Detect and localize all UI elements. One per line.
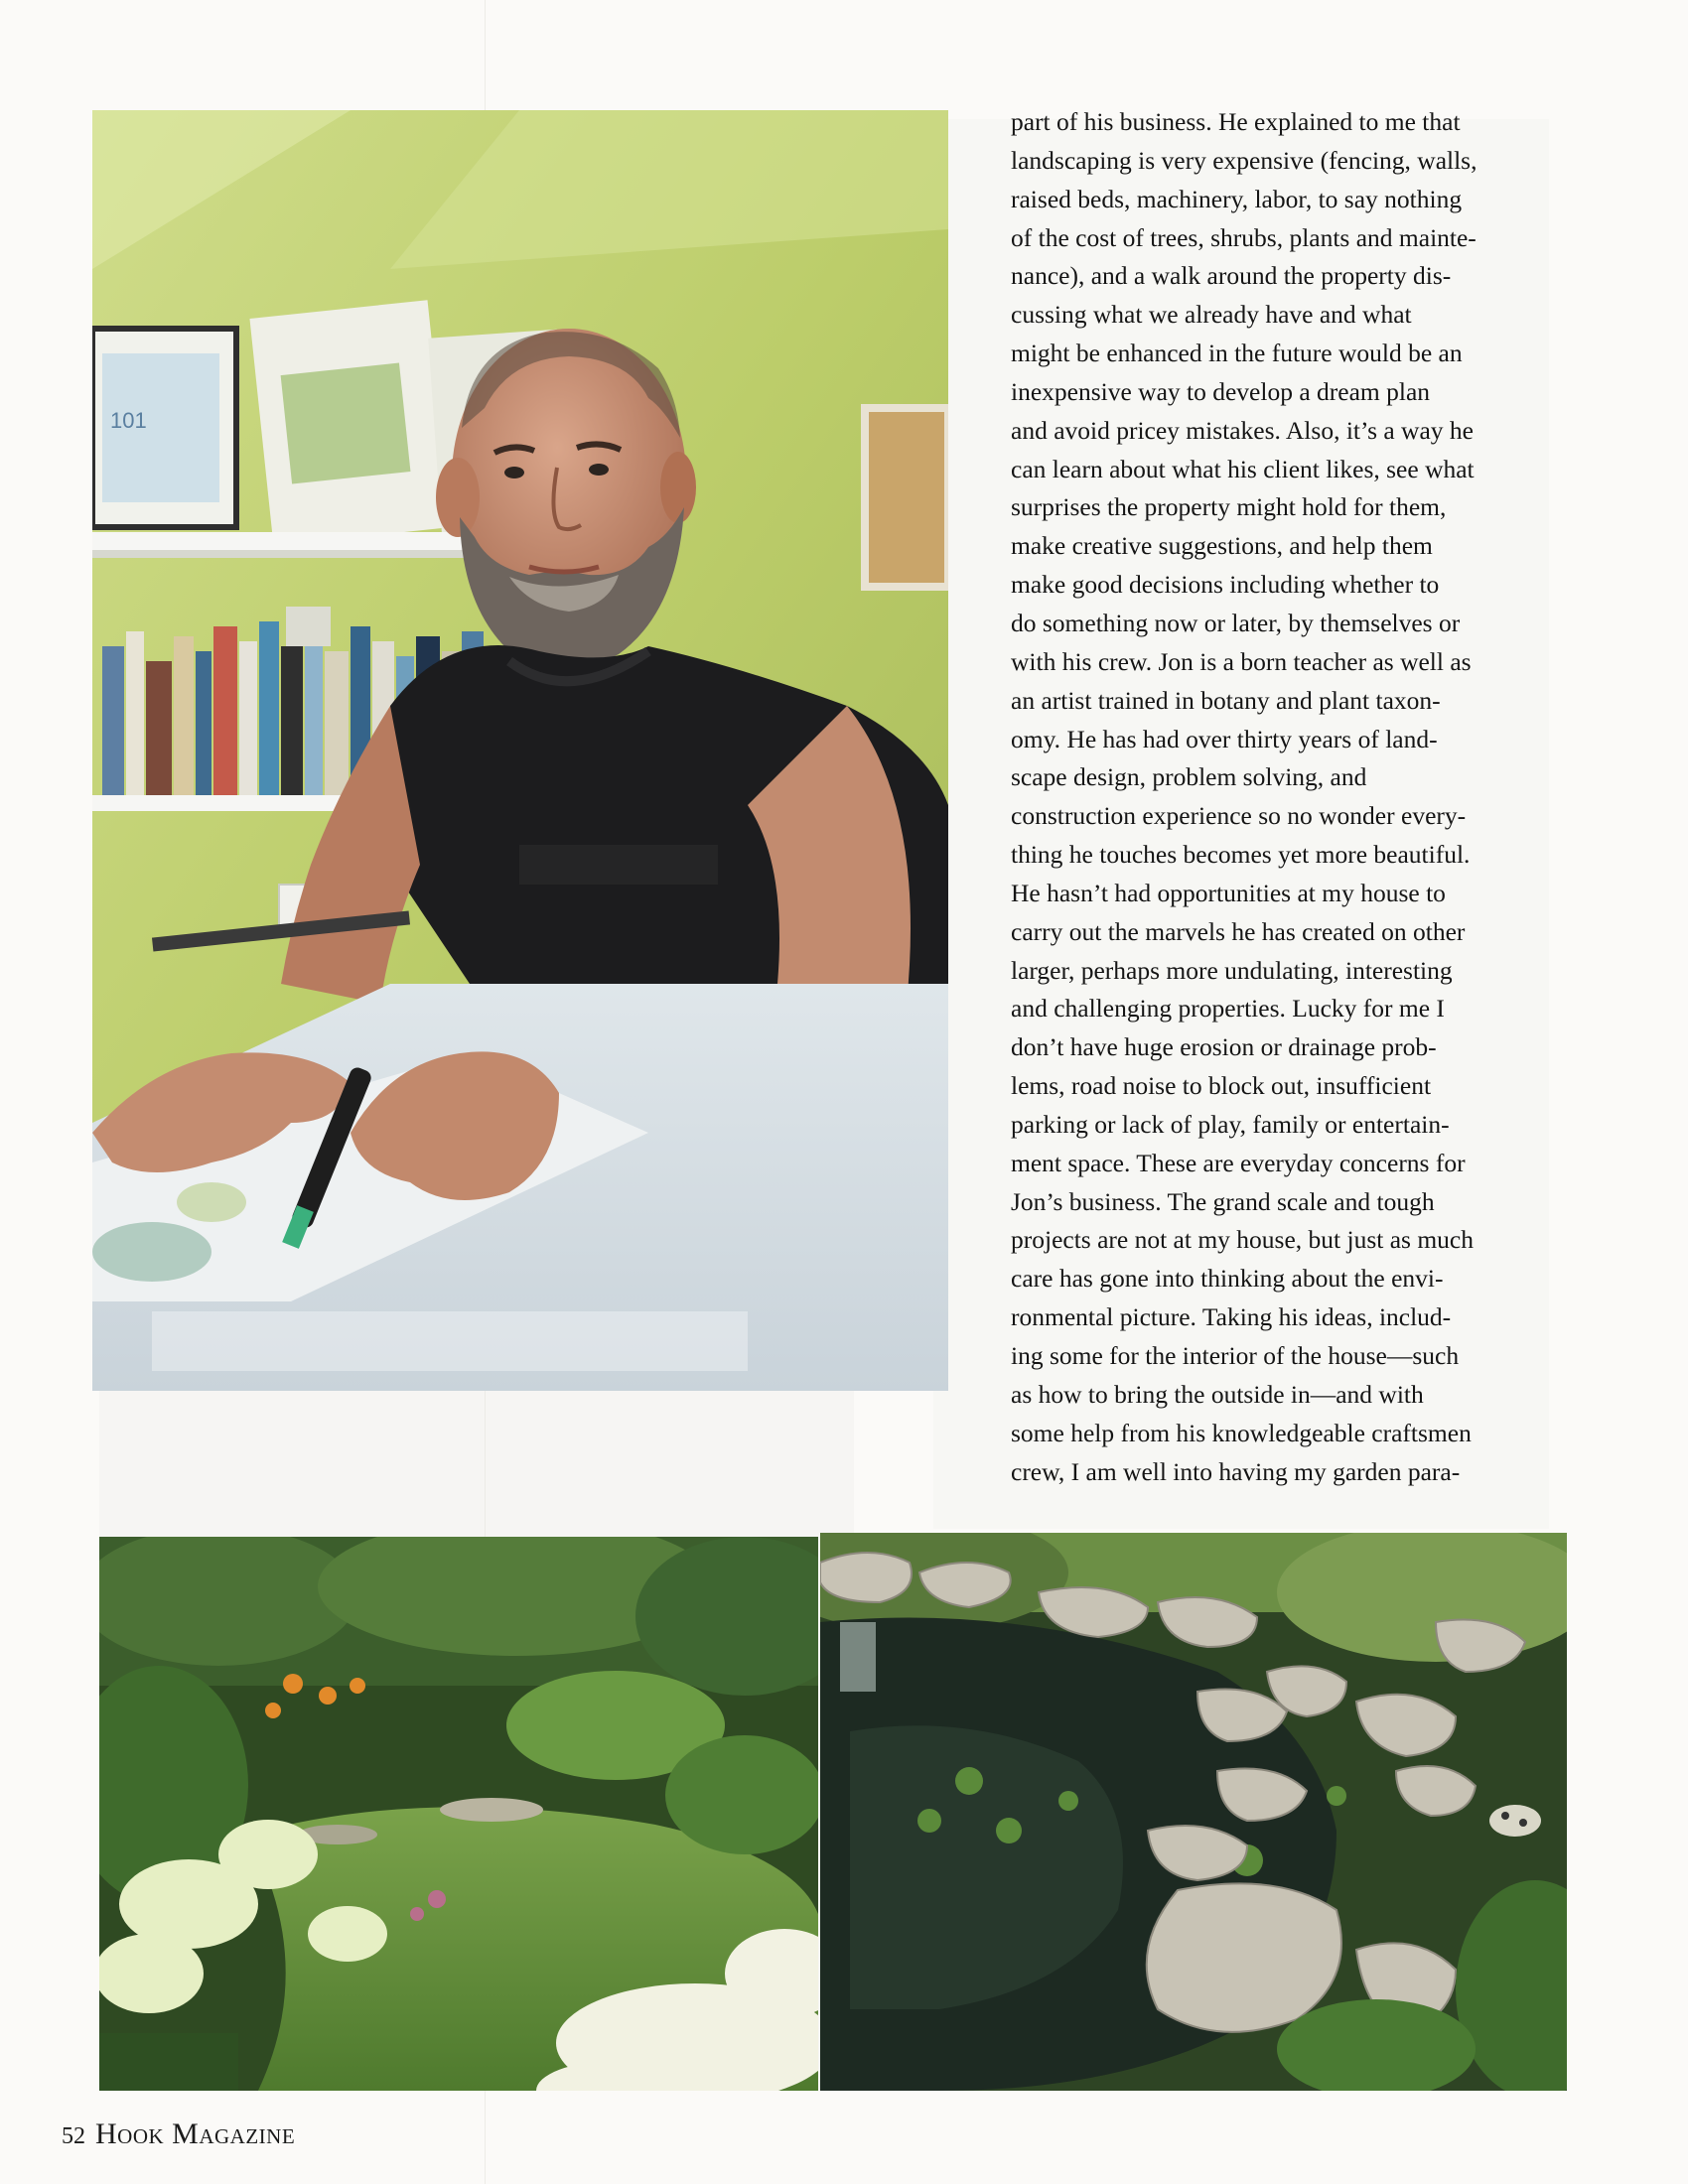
- article-line: raised beds, machinery, labor, to say nothing: [1011, 184, 1463, 213]
- article-line: of the cost of trees, shrubs, plants and mainte-: [1011, 222, 1477, 252]
- article-line: and challenging properties. Lucky for me I: [1011, 994, 1445, 1024]
- article-line: parking or lack of play, family or entertain-: [1011, 1109, 1450, 1139]
- article-body: [1011, 103, 1547, 1491]
- article-line: larger, perhaps more undulating, interesting: [1011, 955, 1453, 985]
- article-line: don’t have huge erosion or drainage prob-: [1011, 1032, 1437, 1062]
- page-footer: [62, 2117, 295, 2151]
- pond-photo: [820, 1533, 1567, 2091]
- magazine-name: Hook Magazine: [95, 2117, 296, 2150]
- article-line: nance), and a walk around the property dis-: [1011, 261, 1452, 291]
- article-line: an artist trained in botany and plant taxon-: [1011, 685, 1441, 715]
- article-line: projects are not at my house, but just as much: [1011, 1225, 1474, 1255]
- article-line: construction experience so no wonder every-: [1011, 801, 1467, 831]
- garden-photo: [99, 1537, 818, 2091]
- article-line: do something now or later, by themselves or: [1011, 608, 1461, 637]
- article-line: and avoid pricey mistakes. Also, it’s a way he: [1011, 415, 1474, 445]
- article-line: care has gone into thinking about the envi-: [1011, 1264, 1444, 1294]
- article-line: cussing what we already have and what: [1011, 300, 1412, 330]
- article-line: part of his business. He explained to me that: [1011, 107, 1461, 136]
- article-line: carry out the marvels he has created on other: [1011, 916, 1466, 946]
- article-line: make creative suggestions, and help them: [1011, 531, 1433, 561]
- article-line: might be enhanced in the future would be an: [1011, 339, 1463, 368]
- article-line: ronmental picture. Taking his ideas, includ-: [1011, 1302, 1452, 1332]
- article-line: omy. He has had over thirty years of land-: [1011, 724, 1438, 753]
- article-line: He hasn’t had opportunities at my house to: [1011, 878, 1446, 907]
- article-line: some help from his knowledgeable craftsmen: [1011, 1418, 1472, 1447]
- article-line: landscaping is very expensive (fencing, walls,: [1011, 145, 1477, 175]
- article-line: Jon’s business. The grand scale and tough: [1011, 1186, 1435, 1216]
- article-line: lems, road noise to block out, insufficient: [1011, 1071, 1432, 1101]
- article-line: make good decisions including whether to: [1011, 570, 1440, 600]
- bleed-through-area: [99, 1390, 854, 1539]
- article-line: can learn about what his client likes, see what: [1011, 454, 1475, 483]
- article-line: surprises the property might hold for them,: [1011, 492, 1447, 522]
- article-line: ment space. These are everyday concerns for: [1011, 1148, 1466, 1177]
- article-line: inexpensive way to develop a dream plan: [1011, 376, 1431, 406]
- article-line: as how to bring the outside in—and with: [1011, 1379, 1424, 1409]
- article-line: scape design, problem solving, and: [1011, 762, 1367, 792]
- page-number: 52: [62, 2123, 85, 2149]
- article-line: thing he touches becomes yet more beautiful.: [1011, 840, 1471, 870]
- article-line: crew, I am well into having my garden para-: [1011, 1456, 1461, 1486]
- designer-portrait-photo: [92, 110, 948, 1391]
- article-line: ing some for the interior of the house—such: [1011, 1341, 1460, 1370]
- shelf-sign-text: 101: [110, 408, 147, 433]
- article-line: with his crew. Jon is a born teacher as well as: [1011, 646, 1472, 676]
